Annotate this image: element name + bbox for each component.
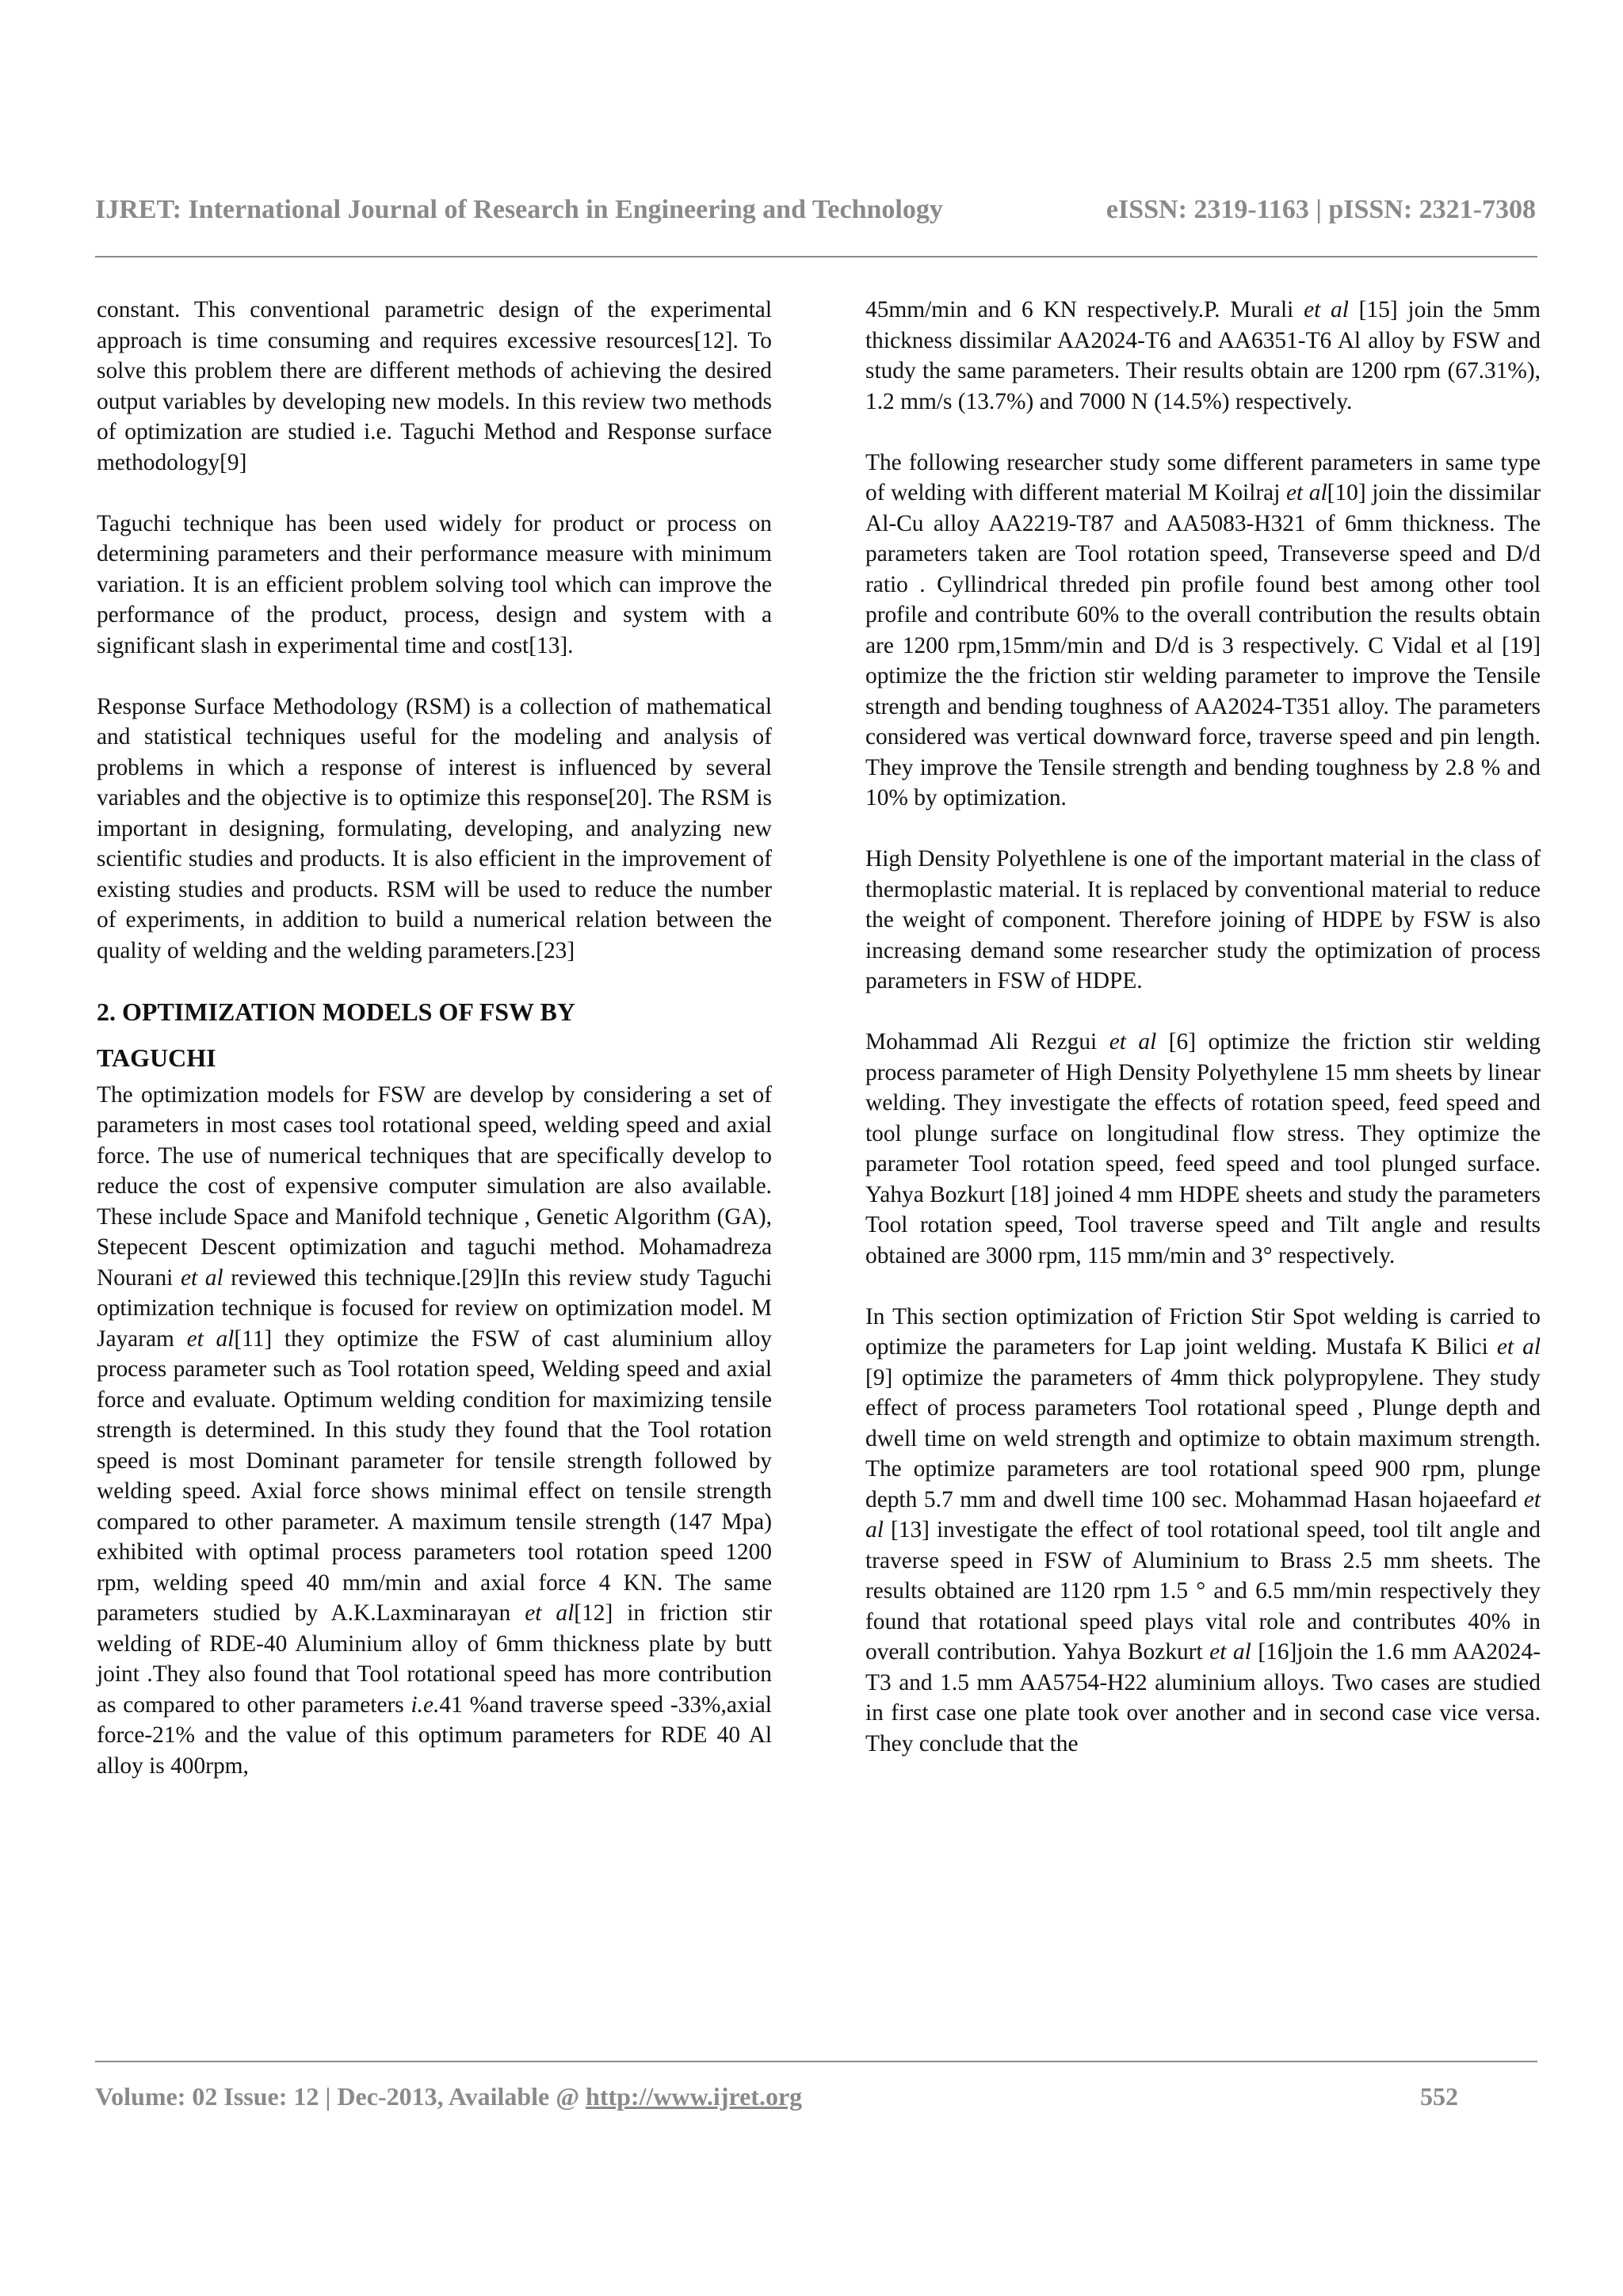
footer-divider bbox=[95, 2061, 1537, 2062]
italic-et-al: et al bbox=[1209, 1639, 1251, 1665]
italic-ie: i.e. bbox=[411, 1691, 440, 1718]
journal-issn: eISSN: 2319-1163 | pISSN: 2321-7308 bbox=[1106, 195, 1536, 224]
right-column bbox=[865, 295, 1541, 1759]
section-heading-line1: 2. OPTIMIZATION MODELS OF FSW BY bbox=[97, 997, 575, 1026]
text-run: [9] optimize the parameters of 4mm thick polypropylene. They study effect of process parameters Tool rotational speed , Plunge depth and dwell time on weld strength and optimize to obtain maximum strength. The optimize parameters are tool rotational speed 900 rpm, plunge depth 5.7 mm and dwell time 100 sec. Mohammad Hasan hojaeefard bbox=[865, 1364, 1541, 1512]
journal-website-link[interactable]: http://www.ijret.org bbox=[586, 2082, 803, 2111]
italic-et-al: et al bbox=[186, 1325, 235, 1352]
italic-et-al: et al bbox=[1496, 1334, 1541, 1360]
text-run: [13] investigate the effect of tool rotational speed, tool tilt angle and traverse speed in FSW of Aluminium to Brass 2.5 mm sheets. The results obtained are 1120 rpm 1.5 ° and 6.5 mm/min respectively they found that rotational speed plays vital role and contributes 40% in overall contribution. Yahya Bozkurt bbox=[865, 1517, 1541, 1665]
text-run: Mohammad Ali Rezgui bbox=[865, 1029, 1109, 1055]
italic-et-al: et al bbox=[1285, 480, 1327, 505]
italic-et-al: et al bbox=[525, 1600, 575, 1626]
paragraph-rsm: Response Surface Methodology (RSM) is a collection of mathematical and statistical techniques useful for the modeling and analysis of problems in which a response of interest is influenced by several variables and the objective is to optimize this response[20]. The RSM is important in designing, formulating, developing, and analyzing new scientific studies and products. It is also efficient in the improvement of existing studies and products. RSM will be used to reduce the number of experiments, in addition to build a numerical relation between the quality of welding and the welding parameters.[23] bbox=[97, 693, 772, 963]
text-run: The optimization models for FSW are develop by considering a set of parameters in most cases tool rotational speed, welding speed and axial force. The use of numerical techniques that are specifically develop to reduce the cost of expensive computer simulation are also available. These include Space and Manifold technique , Genetic Algorithm (GA), Stepecent Descent optimization and taguchi method. Mohamadreza Nourani bbox=[97, 1081, 772, 1291]
footer-volume bbox=[95, 2082, 802, 2111]
text-run: reviewed this technique.[29]In this review study Taguchi optimization technique is focused for review on optimization model. M Jayaram bbox=[97, 1264, 772, 1352]
journal-title: IJRET: International Journal of Research in Engineering and Technology bbox=[95, 195, 943, 224]
section-heading-line2: TAGUCHI bbox=[97, 1043, 216, 1072]
paragraph-rezgui bbox=[865, 1027, 1541, 1271]
page-number: 552 bbox=[1420, 2082, 1458, 2111]
footer-volume-text: Volume: 02 Issue: 12 | Dec-2013, Available @ bbox=[95, 2082, 586, 2111]
italic-et-al: et al bbox=[180, 1264, 223, 1291]
running-header bbox=[95, 195, 1536, 233]
text-run: [10] join the dissimilar Al-Cu alloy AA2219-T87 and AA5083-H321 of 6mm thickness. The parameters taken are Tool rotation speed, Transeverse speed and D/d ratio . Cyllindrical threded pin profile found best among other tool profile and contribute 60% to the overall contribution the results obtain are 1200 rpm,15mm/min and D/d is 3 respectively. C Vidal et al [19] optimize the the friction stir welding parameter to improve the Tensile strength and bending toughness of AA2024-T351 alloy. The parameters considered was vertical downward force, traverse speed and pin length. They improve the Tensile strength and bending toughness by 2.8 % and 10% by optimization. bbox=[865, 480, 1541, 810]
paragraph-taguchi-technique: Taguchi technique has been used widely for product or process on determining parameters and their performance measure with minimum variation. It is an efficient problem solving tool which can improve the performance of the product, process, design and system with a significant slash in experimental time and cost[13]. bbox=[97, 510, 772, 658]
text-run: [15] join the 5mm thickness dissimilar AA2024-T6 and AA6351-T6 Al alloy by FSW and study the same parameters. Their results obtain are 1200 rpm (67.31%), 1.2 mm/s (13.7%) and 7000 N (14.5%) respectively. bbox=[865, 297, 1541, 414]
paragraph-koilraj bbox=[865, 448, 1541, 814]
italic-et-al: et al bbox=[1304, 297, 1349, 322]
paragraph-conventional-design: constant. This conventional parametric design of the experimental approach is time consuming and requires excessive resources[12]. To solve this problem there are different methods of achieving the desired output variables by developing new models. In this review two methods of optimization are studied i.e. Taguchi Method and Response surface methodology[9] bbox=[97, 297, 772, 475]
text-run: The following researcher study some different parameters in same type of welding with different material M Koilraj bbox=[865, 449, 1541, 505]
paragraph-spot-welding bbox=[865, 1302, 1541, 1760]
italic-et-al: et al bbox=[865, 1486, 1541, 1543]
text-run: [12] in friction stir welding of RDE-40 Aluminium alloy of 6mm thickness plate by butt joint .They also found that Tool rotational speed has more contribution as compared to other parameters bbox=[97, 1600, 773, 1718]
header-divider bbox=[95, 256, 1537, 257]
paragraph-murali bbox=[865, 295, 1541, 417]
text-run: [16]join the 1.6 mm AA2024-T3 and 1.5 mm AA5754-H22 aluminium alloys. Two cases are studied in first case one plate took over another and in second case vice versa. They conclude that the bbox=[865, 1639, 1541, 1756]
text-run: 41 %and traverse speed -33%,axial force-21% and the value of this optimum parameters for RDE 40 Al alloy is 400rpm, bbox=[97, 1691, 772, 1779]
left-column bbox=[97, 295, 772, 1781]
paragraph-optimization-models bbox=[97, 1080, 772, 1782]
italic-et-al: et al bbox=[1109, 1029, 1157, 1055]
text-run: [6] optimize the friction stir welding process parameter of High Density Polyethylene 15 mm sheets by linear welding. They investigate the effects of rotation speed, feed speed and tool plunge surface on longitudinal flow stress. They optimize the parameter Tool rotation speed, feed speed and tool plunged surface. Yahya Bozkurt [18] joined 4 mm HDPE sheets and study the parameters Tool rotation speed, Tool traverse speed and Tilt angle and results obtained are 3000 rpm, 115 mm/min and 3° respectively. bbox=[865, 1029, 1541, 1268]
text-run: In This section optimization of Friction Stir Spot welding is carried to optimize the parameters for Lap joint welding. Mustafa K Bilici bbox=[865, 1303, 1541, 1360]
paragraph-hdpe: High Density Polyethlene is one of the important material in the class of thermoplastic material. It is replaced by conventional material to reduce the weight of component. Therefore joining of HDPE by FSW is also increasing demand some researcher study the optimization of process parameters in FSW of HDPE. bbox=[865, 846, 1541, 994]
text-run: 45mm/min and 6 KN respectively.P. Murali bbox=[865, 297, 1304, 322]
text-run: [11] they optimize the FSW of cast aluminium alloy process parameter such as Tool rotation speed, Welding speed and axial force and evaluate. Optimum welding condition for maximizing tensile strength is determined. In this study they found that the Tool rotation speed is most Dominant parameter for tensile strength followed by welding speed. Axial force shows minimal effect on tensile strength compared to other parameter. A maximum tensile strength (147 Mpa) exhibited with optimal process parameters tool rotation speed 1200 rpm, welding speed 40 mm/min and axial force 4 KN. The same parameters studied by A.K.Laxminarayan bbox=[97, 1325, 772, 1626]
